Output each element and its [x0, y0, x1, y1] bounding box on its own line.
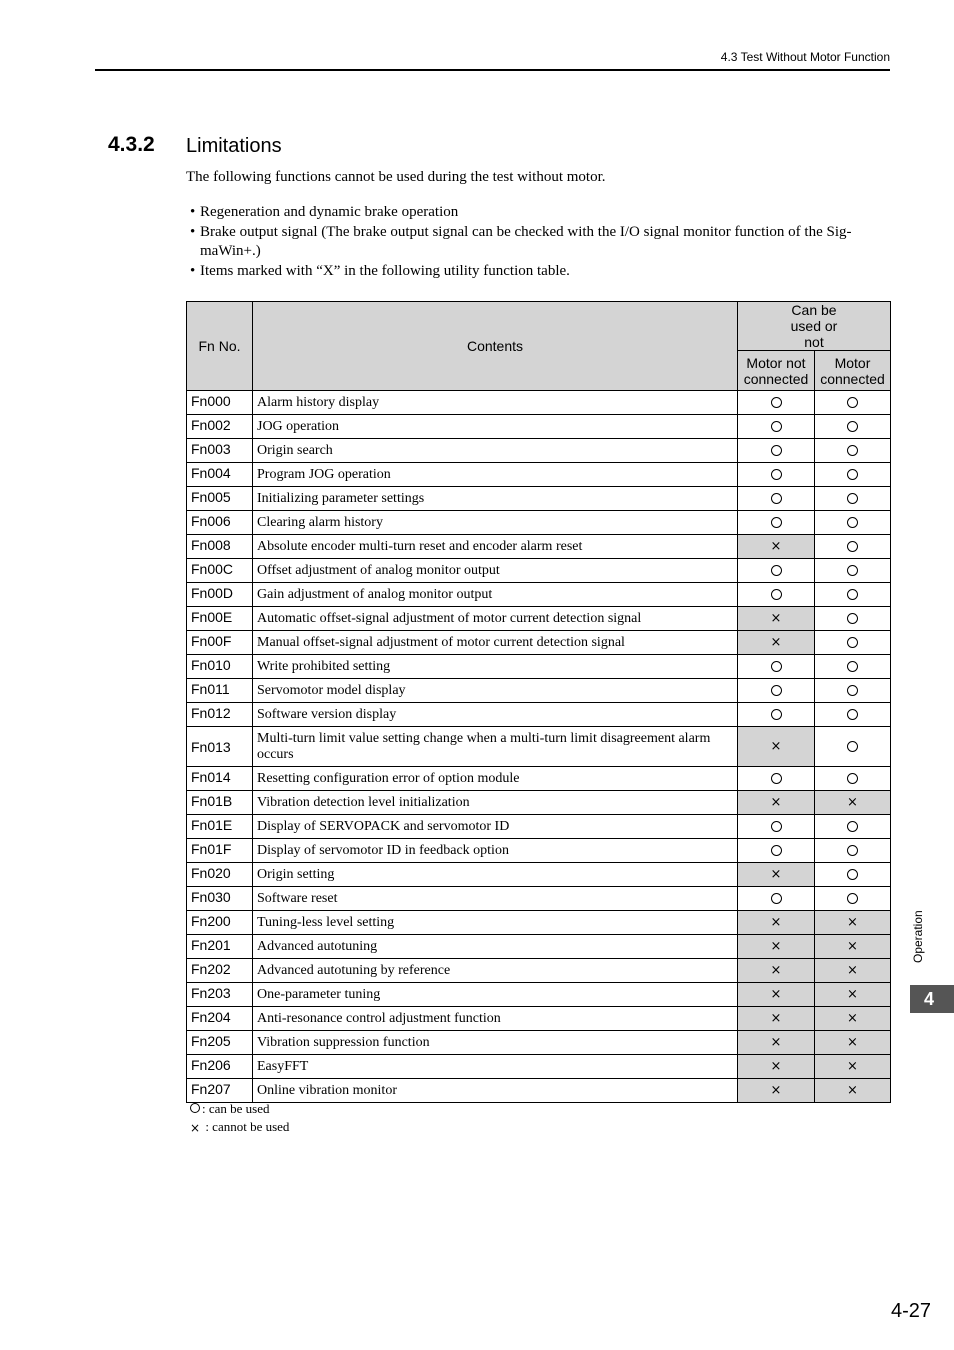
section-title: Limitations — [186, 135, 282, 157]
motor-not-connected-cell — [738, 1007, 815, 1031]
table-row — [187, 535, 891, 559]
header-fn-no: Fn No. — [187, 302, 253, 391]
side-tab-label: Operation — [911, 910, 925, 963]
contents-cell: Software version display — [253, 703, 738, 727]
contents-cell: Display of SERVOPACK and servomotor ID — [253, 815, 738, 839]
list-item: • Regeneration and dynamic brake operation — [186, 203, 892, 222]
motor-not-connected-cell — [738, 655, 815, 679]
table-row — [187, 1079, 891, 1103]
table-row — [187, 959, 891, 983]
circle-icon — [847, 709, 858, 720]
cross-icon: × — [770, 738, 782, 754]
circle-icon — [847, 741, 858, 752]
motor-connected-cell — [815, 1031, 891, 1055]
table-row — [187, 439, 891, 463]
contents-cell: Servomotor model display — [253, 679, 738, 703]
motor-connected-cell — [815, 631, 891, 655]
fn-number-cell: Fn00C — [187, 559, 253, 583]
motor-not-connected-cell — [738, 863, 815, 887]
circle-icon — [771, 421, 782, 432]
fn-number-cell: Fn204 — [187, 1007, 253, 1031]
table-row — [187, 887, 891, 911]
table-row — [187, 463, 891, 487]
motor-not-connected-cell — [738, 839, 815, 863]
motor-not-connected-cell — [738, 935, 815, 959]
table-row — [187, 839, 891, 863]
circle-icon — [771, 589, 782, 600]
table-row — [187, 935, 891, 959]
contents-cell: Vibration suppression function — [253, 1031, 738, 1055]
contents-cell: Multi-turn limit value setting change when a multi-turn limit disagreement alarm occurs — [253, 727, 738, 767]
motor-not-connected-cell — [738, 679, 815, 703]
table-row — [187, 727, 891, 767]
circle-icon — [847, 541, 858, 552]
contents-cell: Automatic offset-signal adjustment of motor current detection signal — [253, 607, 738, 631]
header-contents: Contents — [253, 302, 738, 391]
motor-not-connected-cell — [738, 983, 815, 1007]
table-row — [187, 1055, 891, 1079]
circle-icon — [771, 469, 782, 480]
cross-icon: × — [770, 962, 782, 978]
table-row — [187, 415, 891, 439]
circle-icon — [771, 821, 782, 832]
motor-connected-cell — [815, 791, 891, 815]
motor-connected-cell — [815, 391, 891, 415]
circle-icon — [847, 637, 858, 648]
motor-connected-cell — [815, 815, 891, 839]
legend-can-be-used — [190, 1100, 289, 1118]
circle-icon — [847, 661, 858, 672]
fn-number-cell: Fn014 — [187, 767, 253, 791]
motor-connected-cell — [815, 863, 891, 887]
table-row — [187, 815, 891, 839]
cross-icon: × — [770, 1058, 782, 1074]
motor-not-connected-cell — [738, 583, 815, 607]
fn-number-cell: Fn201 — [187, 935, 253, 959]
motor-not-connected-cell — [738, 887, 815, 911]
legend-cannot-be-used — [190, 1118, 289, 1136]
circle-icon — [847, 893, 858, 904]
fn-number-cell: Fn008 — [187, 535, 253, 559]
utility-function-table — [186, 301, 891, 1103]
fn-number-cell: Fn004 — [187, 463, 253, 487]
header-motor-connected — [815, 351, 891, 391]
list-item: • Items marked with “X” in the following utility function table. — [186, 262, 892, 281]
circle-icon — [847, 445, 858, 456]
circle-icon — [847, 565, 858, 576]
cross-icon: × — [190, 1120, 201, 1135]
cross-icon: × — [770, 1082, 782, 1098]
cross-icon: × — [770, 866, 782, 882]
header-can-be-used-text: Can be used or not — [790, 302, 838, 350]
motor-not-connected-cell — [738, 463, 815, 487]
motor-not-connected-cell — [738, 535, 815, 559]
table-row — [187, 655, 891, 679]
fn-number-cell: Fn202 — [187, 959, 253, 983]
contents-cell: Advanced autotuning by reference — [253, 959, 738, 983]
circle-icon — [771, 709, 782, 720]
motor-not-connected-cell — [738, 439, 815, 463]
fn-number-cell: Fn203 — [187, 983, 253, 1007]
table-row — [187, 631, 891, 655]
table-row — [187, 703, 891, 727]
contents-cell: One-parameter tuning — [253, 983, 738, 1007]
fn-number-cell: Fn030 — [187, 887, 253, 911]
fn-number-cell: Fn01F — [187, 839, 253, 863]
limitations-list — [186, 203, 892, 282]
fn-number-cell: Fn012 — [187, 703, 253, 727]
cross-icon: × — [847, 962, 858, 978]
contents-cell: Resetting configuration error of option module — [253, 767, 738, 791]
motor-connected-cell — [815, 679, 891, 703]
fn-number-cell: Fn01E — [187, 815, 253, 839]
legend-cannot-be-used-text: : cannot be used — [202, 1119, 290, 1134]
circle-icon — [190, 1103, 200, 1113]
list-item: • Brake output signal (The brake output signal can be checked with the I/O signal monitor function of the Sig-maWin+.) — [186, 223, 892, 261]
table-row — [187, 607, 891, 631]
contents-cell: Gain adjustment of analog monitor output — [253, 583, 738, 607]
cross-icon: × — [770, 986, 782, 1002]
circle-icon — [771, 565, 782, 576]
motor-not-connected-cell — [738, 959, 815, 983]
circle-icon — [771, 445, 782, 456]
motor-connected-cell — [815, 415, 891, 439]
cross-icon: × — [847, 1034, 858, 1050]
contents-cell: Online vibration monitor — [253, 1079, 738, 1103]
cross-icon: × — [770, 1034, 782, 1050]
table-row — [187, 1007, 891, 1031]
cross-icon: × — [770, 1010, 782, 1026]
circle-icon — [771, 517, 782, 528]
table-row — [187, 583, 891, 607]
fn-number-cell: Fn000 — [187, 391, 253, 415]
motor-not-connected-cell — [738, 559, 815, 583]
circle-icon — [847, 517, 858, 528]
table-row — [187, 983, 891, 1007]
contents-cell: Vibration detection level initialization — [253, 791, 738, 815]
table-row — [187, 1031, 891, 1055]
circle-icon — [847, 589, 858, 600]
contents-cell: Origin setting — [253, 863, 738, 887]
circle-icon — [847, 613, 858, 624]
motor-not-connected-cell — [738, 631, 815, 655]
motor-connected-cell — [815, 703, 891, 727]
contents-cell: Advanced autotuning — [253, 935, 738, 959]
chapter-tab: 4 — [910, 985, 954, 1013]
running-header: 4.3 Test Without Motor Function — [720, 50, 890, 64]
table-row — [187, 679, 891, 703]
circle-icon — [847, 845, 858, 856]
fn-number-cell: Fn207 — [187, 1079, 253, 1103]
table-row — [187, 791, 891, 815]
circle-icon — [771, 845, 782, 856]
circle-icon — [847, 773, 858, 784]
motor-not-connected-cell — [738, 791, 815, 815]
circle-icon — [847, 421, 858, 432]
motor-connected-cell — [815, 959, 891, 983]
contents-cell: Display of servomotor ID in feedback option — [253, 839, 738, 863]
contents-cell: Manual offset-signal adjustment of motor current detection signal — [253, 631, 738, 655]
fn-number-cell: Fn00D — [187, 583, 253, 607]
motor-not-connected-cell — [738, 815, 815, 839]
contents-cell: JOG operation — [253, 415, 738, 439]
motor-connected-cell — [815, 583, 891, 607]
motor-not-connected-cell — [738, 767, 815, 791]
contents-cell: Offset adjustment of analog monitor output — [253, 559, 738, 583]
motor-not-connected-cell — [738, 1031, 815, 1055]
motor-connected-cell — [815, 511, 891, 535]
motor-connected-cell — [815, 767, 891, 791]
motor-connected-cell — [815, 607, 891, 631]
header-motor-not-connected-text: Motor not connected — [743, 354, 809, 387]
motor-connected-cell — [815, 727, 891, 767]
motor-connected-cell — [815, 983, 891, 1007]
fn-number-cell: Fn020 — [187, 863, 253, 887]
table-row — [187, 487, 891, 511]
motor-not-connected-cell — [738, 1055, 815, 1079]
contents-cell: Anti-resonance control adjustment function — [253, 1007, 738, 1031]
circle-icon — [847, 869, 858, 880]
motor-connected-cell — [815, 1079, 891, 1103]
circle-icon — [847, 493, 858, 504]
cross-icon: × — [770, 610, 782, 626]
circle-icon — [771, 397, 782, 408]
fn-number-cell: Fn013 — [187, 727, 253, 767]
cross-icon: × — [770, 538, 782, 554]
contents-cell: Absolute encoder multi-turn reset and encoder alarm reset — [253, 535, 738, 559]
contents-cell: Software reset — [253, 887, 738, 911]
header-motor-not-connected — [738, 351, 815, 391]
fn-number-cell: Fn003 — [187, 439, 253, 463]
cross-icon: × — [770, 938, 782, 954]
cross-icon: × — [770, 794, 782, 810]
cross-icon: × — [847, 1010, 858, 1026]
contents-cell: Program JOG operation — [253, 463, 738, 487]
motor-connected-cell — [815, 655, 891, 679]
fn-number-cell: Fn00E — [187, 607, 253, 631]
cross-icon: × — [847, 1082, 858, 1098]
cross-icon: × — [770, 914, 782, 930]
fn-number-cell: Fn200 — [187, 911, 253, 935]
motor-connected-cell — [815, 535, 891, 559]
contents-cell: Initializing parameter settings — [253, 487, 738, 511]
motor-not-connected-cell — [738, 487, 815, 511]
motor-connected-cell — [815, 487, 891, 511]
table-body — [187, 391, 891, 1103]
motor-connected-cell — [815, 887, 891, 911]
contents-cell: Origin search — [253, 439, 738, 463]
circle-icon — [771, 661, 782, 672]
legend-can-be-used-text: : can be used — [202, 1101, 270, 1116]
circle-icon — [771, 893, 782, 904]
table-row — [187, 911, 891, 935]
circle-icon — [847, 469, 858, 480]
header-can-be-used — [738, 302, 891, 351]
fn-number-cell: Fn010 — [187, 655, 253, 679]
motor-connected-cell — [815, 1055, 891, 1079]
cross-icon: × — [847, 914, 858, 930]
legend — [190, 1100, 289, 1136]
circle-icon — [771, 685, 782, 696]
contents-cell: Clearing alarm history — [253, 511, 738, 535]
motor-not-connected-cell — [738, 1079, 815, 1103]
motor-not-connected-cell — [738, 415, 815, 439]
fn-number-cell: Fn01B — [187, 791, 253, 815]
circle-icon — [771, 773, 782, 784]
table-row — [187, 559, 891, 583]
motor-not-connected-cell — [738, 391, 815, 415]
motor-connected-cell — [815, 1007, 891, 1031]
motor-connected-cell — [815, 439, 891, 463]
table-row — [187, 767, 891, 791]
motor-not-connected-cell — [738, 607, 815, 631]
circle-icon — [847, 397, 858, 408]
motor-not-connected-cell — [738, 727, 815, 767]
cross-icon: × — [770, 634, 782, 650]
intro-paragraph: The following functions cannot be used during the test without motor. — [186, 169, 606, 185]
cross-icon: × — [847, 794, 858, 810]
header-rule — [95, 69, 890, 71]
fn-number-cell: Fn00F — [187, 631, 253, 655]
fn-number-cell: Fn205 — [187, 1031, 253, 1055]
motor-not-connected-cell — [738, 511, 815, 535]
section-number: 4.3.2 — [108, 133, 155, 156]
contents-cell: EasyFFT — [253, 1055, 738, 1079]
circle-icon — [847, 685, 858, 696]
cross-icon: × — [847, 938, 858, 954]
fn-number-cell: Fn005 — [187, 487, 253, 511]
motor-connected-cell — [815, 559, 891, 583]
cross-icon: × — [847, 986, 858, 1002]
fn-number-cell: Fn206 — [187, 1055, 253, 1079]
motor-connected-cell — [815, 839, 891, 863]
contents-cell: Write prohibited setting — [253, 655, 738, 679]
contents-cell: Tuning-less level setting — [253, 911, 738, 935]
contents-cell: Alarm history display — [253, 391, 738, 415]
motor-connected-cell — [815, 935, 891, 959]
page-number: 4-27 — [890, 1300, 931, 1322]
circle-icon — [847, 821, 858, 832]
motor-connected-cell — [815, 463, 891, 487]
circle-icon — [771, 493, 782, 504]
cross-icon: × — [847, 1058, 858, 1074]
motor-connected-cell — [815, 911, 891, 935]
motor-not-connected-cell — [738, 703, 815, 727]
fn-number-cell: Fn011 — [187, 679, 253, 703]
motor-not-connected-cell — [738, 911, 815, 935]
table-row — [187, 391, 891, 415]
header-motor-connected-text: Motor connected — [820, 354, 885, 387]
table-row — [187, 511, 891, 535]
table-row — [187, 863, 891, 887]
fn-number-cell: Fn002 — [187, 415, 253, 439]
fn-number-cell: Fn006 — [187, 511, 253, 535]
